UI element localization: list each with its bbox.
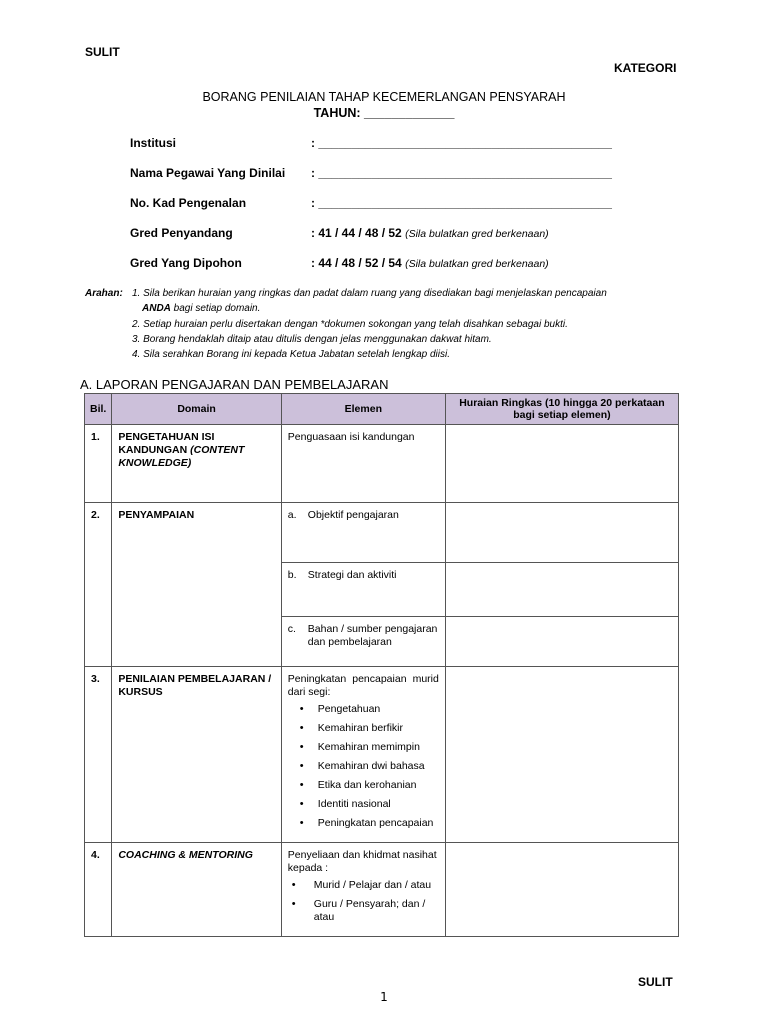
field-label-gred-dipohon: Gred Yang Dipohon (130, 256, 242, 270)
field-value-nama[interactable]: : ____________________________________________ (311, 166, 612, 180)
classification-top: SULIT (85, 45, 120, 59)
domain-text: PENGETAHUAN ISI KANDUNGAN (118, 431, 215, 456)
field-value-institusi[interactable]: : ____________________________________________ (311, 136, 612, 150)
table-header-row (85, 394, 679, 425)
huraian-input[interactable] (445, 563, 678, 617)
huraian-input[interactable] (445, 425, 678, 503)
list-item: • Kemahiran berfikir (288, 722, 439, 735)
domain-cell (112, 425, 281, 503)
row-number: 1. (85, 425, 112, 503)
list-item: • Identiti nasional (288, 798, 439, 811)
list-item: • Peningkatan pencapaian (288, 817, 439, 830)
huraian-input[interactable] (445, 667, 678, 843)
field-label-kad: No. Kad Pengenalan (130, 196, 247, 210)
elemen-cell (281, 563, 445, 617)
row-number: 2. (85, 503, 112, 667)
gred-note: (Sila bulatkan gred berkenaan) (405, 258, 549, 270)
form-year: TAHUN: _____________ (313, 106, 455, 120)
instructions (85, 286, 685, 362)
instruction-3: 3. Borang hendaklah ditaip atau ditulis dengan jelas menggunakan dakwat hitam. (132, 333, 492, 345)
sub-text: Bahan / sumber pengajaran dan pembelajaran (307, 623, 438, 648)
sub-text: Strategi dan aktiviti (307, 569, 397, 581)
huraian-input[interactable] (445, 617, 678, 667)
elemen-cell (281, 843, 445, 937)
anda-emphasis: ANDA (142, 303, 171, 315)
header-bil: Bil. (85, 394, 112, 425)
field-value-gred-penyandang[interactable] (311, 226, 549, 240)
sub-letter: c. (287, 623, 296, 635)
domain-cell: COACHING & MENTORING (112, 843, 281, 937)
elemen-cell (281, 503, 445, 563)
gred-options: : 41 / 44 / 48 / 52 (311, 226, 402, 240)
assessment-table (84, 393, 679, 937)
instruction-1: 1. Sila berikan huraian yang ringkas dan padat dalam ruang yang disediakan bagi menjelaskan pencapaian (132, 288, 607, 299)
page-number: 1 (380, 990, 388, 1004)
field-label-gred-penyandang: Gred Penyandang (130, 226, 233, 240)
instructions-label: Arahan: (85, 288, 123, 299)
table-row (85, 503, 679, 563)
instruction-2: 2. Setiap huraian perlu disertakan dengan *dokumen sokongan yang telah disahkan sebagai bukti. (132, 318, 568, 330)
list-item: • Murid / Pelajar dan / atau (288, 879, 439, 892)
field-label-institusi: Institusi (130, 136, 177, 150)
bullet-list (288, 703, 439, 830)
table-row (85, 667, 679, 843)
gred-options: : 44 / 48 / 52 / 54 (311, 256, 402, 270)
sub-letter: b. (287, 569, 297, 581)
domain-cell: PENYAMPAIAN (112, 503, 281, 667)
instruction-1-cont (132, 301, 685, 316)
elemen-intro: Peningkatan pencapaian murid dari segi: (287, 673, 439, 698)
header-huraian: Huraian Ringkas (10 hingga 20 perkataan bagi setiap elemen) (445, 394, 678, 425)
table-row (85, 425, 679, 503)
form-title: BORANG PENILAIAN TAHAP KECEMERLANGAN PENSYARAH (202, 90, 566, 104)
kategori-label: KATEGORI (614, 61, 677, 75)
huraian-input[interactable] (445, 503, 678, 563)
domain-subtitle: (CONTENT KNOWLEDGE) (118, 444, 245, 469)
table-row (85, 843, 679, 937)
field-value-gred-dipohon[interactable] (311, 256, 549, 270)
field-label-nama: Nama Pegawai Yang Dinilai (130, 166, 286, 180)
list-item: • Pengetahuan (288, 703, 439, 716)
instruction-4: 4. Sila serahkan Borang ini kepada Ketua Jabatan setelah lengkap diisi. (132, 349, 450, 361)
list-item: • Kemahiran memimpin (288, 741, 439, 754)
domain-cell: PENILAIAN PEMBELAJARAN / KURSUS (112, 667, 281, 843)
sub-text: Objektif pengajaran (307, 509, 399, 521)
section-a-title: A. LAPORAN PENGAJARAN DAN PEMBELAJARAN (80, 377, 389, 392)
field-value-kad[interactable]: : ____________________________________________ (311, 196, 612, 210)
bullet-list (288, 879, 439, 924)
sub-letter: a. (287, 509, 297, 521)
row-number: 3. (85, 667, 112, 843)
elemen-intro: Penyeliaan dan khidmat nasihat kepada : (287, 849, 437, 874)
huraian-input[interactable] (445, 843, 678, 937)
row-number: 4. (85, 843, 112, 937)
list-item: • Guru / Pensyarah; dan / atau (288, 898, 439, 924)
header-domain: Domain (112, 394, 281, 425)
instruction-1-tail: bagi setiap domain. (173, 303, 261, 315)
list-item: • Etika dan kerohanian (288, 779, 439, 792)
elemen-cell (281, 667, 445, 843)
list-item: • Kemahiran dwi bahasa (288, 760, 439, 773)
elemen-cell: Penguasaan isi kandungan (281, 425, 445, 503)
header-elemen: Elemen (281, 394, 445, 425)
gred-note: (Sila bulatkan gred berkenaan) (405, 228, 549, 240)
elemen-cell (281, 617, 445, 667)
classification-bottom: SULIT (638, 975, 673, 989)
